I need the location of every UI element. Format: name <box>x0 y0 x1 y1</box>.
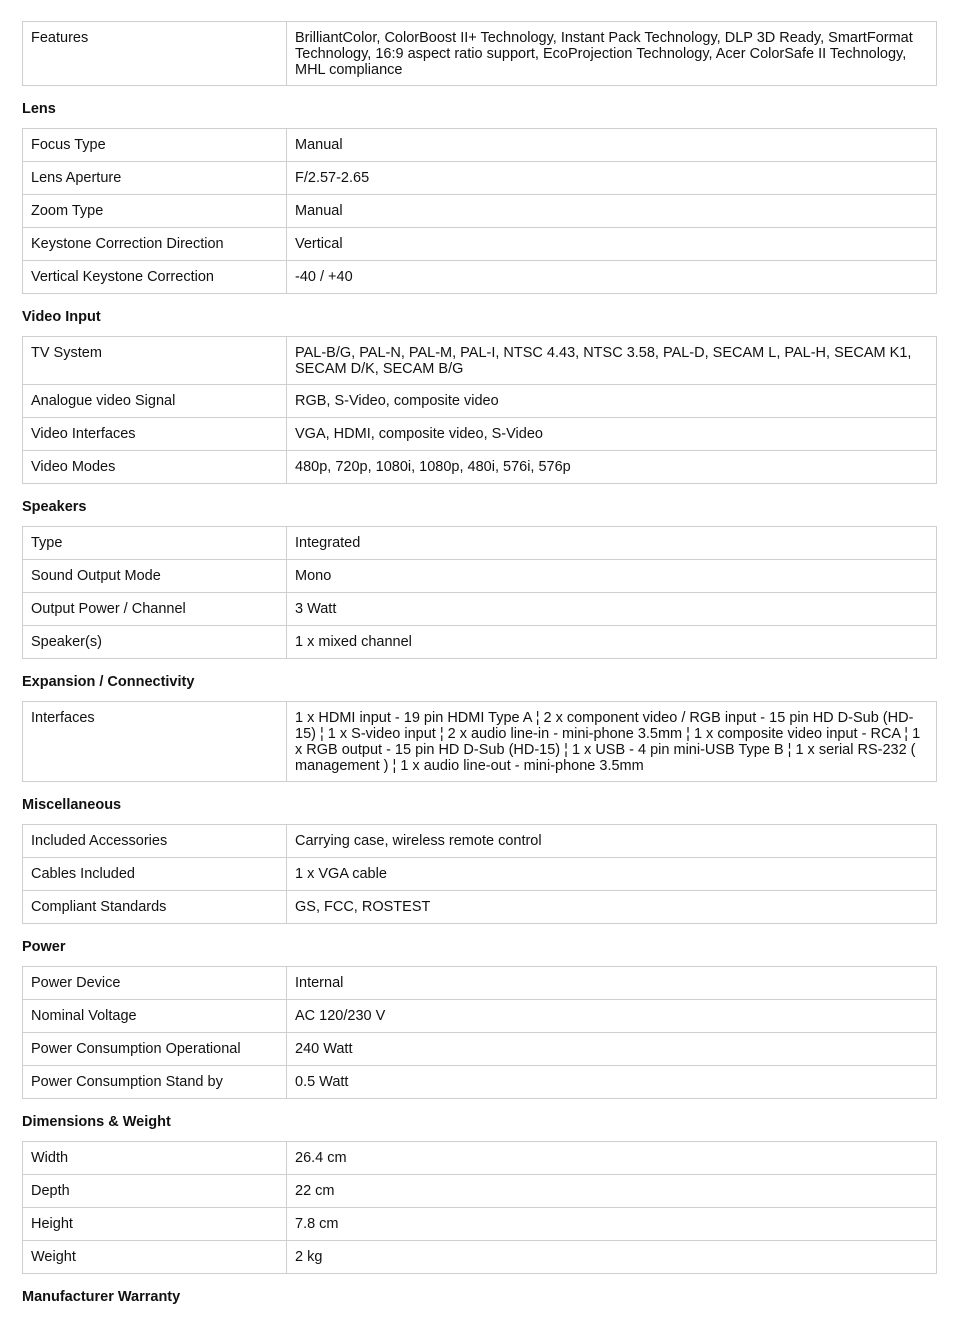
spec-table <box>22 128 937 294</box>
spec-value: 1 x VGA cable <box>287 858 937 891</box>
spec-label: Lens Aperture <box>23 162 287 195</box>
table-row <box>23 195 937 228</box>
table-row <box>23 22 937 86</box>
table-row <box>23 129 937 162</box>
spec-label: Analogue video Signal <box>23 385 287 418</box>
table-row <box>23 1241 937 1274</box>
table-row <box>23 385 937 418</box>
spec-label: Speaker(s) <box>23 626 287 659</box>
spec-value: 2 kg <box>287 1241 937 1274</box>
spec-label: Sound Output Mode <box>23 560 287 593</box>
table-row <box>23 337 937 385</box>
section-title: Lens <box>22 101 56 117</box>
spec-label: TV System <box>23 337 287 385</box>
section-title: Dimensions & Weight <box>22 1114 171 1130</box>
table-row <box>23 702 937 782</box>
spec-value: Vertical <box>287 228 937 261</box>
spec-value: Manual <box>287 129 937 162</box>
spec-label: Zoom Type <box>23 195 287 228</box>
table-row <box>23 858 937 891</box>
table-row <box>23 451 937 484</box>
spec-table <box>22 966 937 1099</box>
spec-value: 240 Watt <box>287 1033 937 1066</box>
table-row <box>23 891 937 924</box>
spec-value: VGA, HDMI, composite video, S-Video <box>287 418 937 451</box>
table-row <box>23 1142 937 1175</box>
section-title: Speakers <box>22 499 87 515</box>
spec-label: Video Interfaces <box>23 418 287 451</box>
spec-label: Keystone Correction Direction <box>23 228 287 261</box>
spec-value: 7.8 cm <box>287 1208 937 1241</box>
spec-value: -40 / +40 <box>287 261 937 294</box>
spec-value: 480p, 720p, 1080i, 1080p, 480i, 576i, 576p <box>287 451 937 484</box>
spec-value: 1 x mixed channel <box>287 626 937 659</box>
spec-label: Power Consumption Stand by <box>23 1066 287 1099</box>
spec-table <box>22 526 937 659</box>
spec-label: Output Power / Channel <box>23 593 287 626</box>
spec-label: Interfaces <box>23 702 287 782</box>
spec-label: Depth <box>23 1175 287 1208</box>
section-title: Power <box>22 939 66 955</box>
spec-value: 22 cm <box>287 1175 937 1208</box>
spec-table <box>22 701 937 782</box>
spec-label: Nominal Voltage <box>23 1000 287 1033</box>
spec-sheet <box>22 21 937 1316</box>
table-row <box>23 1000 937 1033</box>
spec-value: 26.4 cm <box>287 1142 937 1175</box>
spec-label: Focus Type <box>23 129 287 162</box>
spec-label: Height <box>23 1208 287 1241</box>
table-row <box>23 1066 937 1099</box>
spec-table <box>22 336 937 484</box>
spec-label: Power Device <box>23 967 287 1000</box>
section-title: Expansion / Connectivity <box>22 674 195 690</box>
table-row <box>23 1208 937 1241</box>
spec-value: Mono <box>287 560 937 593</box>
spec-label: Type <box>23 527 287 560</box>
spec-value: Manual <box>287 195 937 228</box>
spec-label: Weight <box>23 1241 287 1274</box>
table-row <box>23 162 937 195</box>
spec-value: 3 Watt <box>287 593 937 626</box>
table-row <box>23 527 937 560</box>
spec-value: 1 x HDMI input - 19 pin HDMI Type A ¦ 2 x component video / RGB input - 15 pin HD D-Sub (HD-15) ¦ 1 x S-video input ¦ 2 x audio line-in - mini-phone 3.5mm ¦ 1 x composite video input - RCA ¦ 1 x RGB output - 15 pin HD D-Sub (HD-15) ¦ 1 x USB - 4 pin mini-USB Type B ¦ 1 x serial RS-232 ( management ) ¦ 1 x audio line-out - mini-phone 3.5mm <box>287 702 937 782</box>
table-row <box>23 1033 937 1066</box>
table-row <box>23 1175 937 1208</box>
table-row <box>23 560 937 593</box>
spec-label: Vertical Keystone Correction <box>23 261 287 294</box>
spec-table <box>22 1141 937 1274</box>
table-row <box>23 261 937 294</box>
spec-value: GS, FCC, ROSTEST <box>287 891 937 924</box>
table-row <box>23 825 937 858</box>
table-row <box>23 593 937 626</box>
table-row <box>23 418 937 451</box>
spec-table <box>22 21 937 86</box>
spec-value: Carrying case, wireless remote control <box>287 825 937 858</box>
spec-value: F/2.57-2.65 <box>287 162 937 195</box>
spec-label: Power Consumption Operational <box>23 1033 287 1066</box>
spec-label: Features <box>23 22 287 86</box>
spec-value: Internal <box>287 967 937 1000</box>
spec-label: Width <box>23 1142 287 1175</box>
spec-value: 0.5 Watt <box>287 1066 937 1099</box>
spec-value: PAL-B/G, PAL-N, PAL-M, PAL-I, NTSC 4.43, NTSC 3.58, PAL-D, SECAM L, PAL-H, SECAM K1, SECAM D/K, SECAM B/G <box>287 337 937 385</box>
section-title: Manufacturer Warranty <box>22 1289 181 1305</box>
spec-label: Video Modes <box>23 451 287 484</box>
spec-value: Integrated <box>287 527 937 560</box>
table-row <box>23 626 937 659</box>
spec-label: Included Accessories <box>23 825 287 858</box>
table-row <box>23 228 937 261</box>
spec-value: RGB, S-Video, composite video <box>287 385 937 418</box>
spec-value: BrilliantColor, ColorBoost II+ Technology, Instant Pack Technology, DLP 3D Ready, SmartFormat Technology, 16:9 aspect ratio support, EcoProjection Technology, Acer ColorSafe II Technology, MHL compliance <box>287 22 937 86</box>
spec-label: Compliant Standards <box>23 891 287 924</box>
table-row <box>23 967 937 1000</box>
spec-label: Cables Included <box>23 858 287 891</box>
section-title: Miscellaneous <box>22 797 122 813</box>
spec-table <box>22 824 937 924</box>
section-title: Video Input <box>22 309 101 325</box>
spec-value: AC 120/230 V <box>287 1000 937 1033</box>
